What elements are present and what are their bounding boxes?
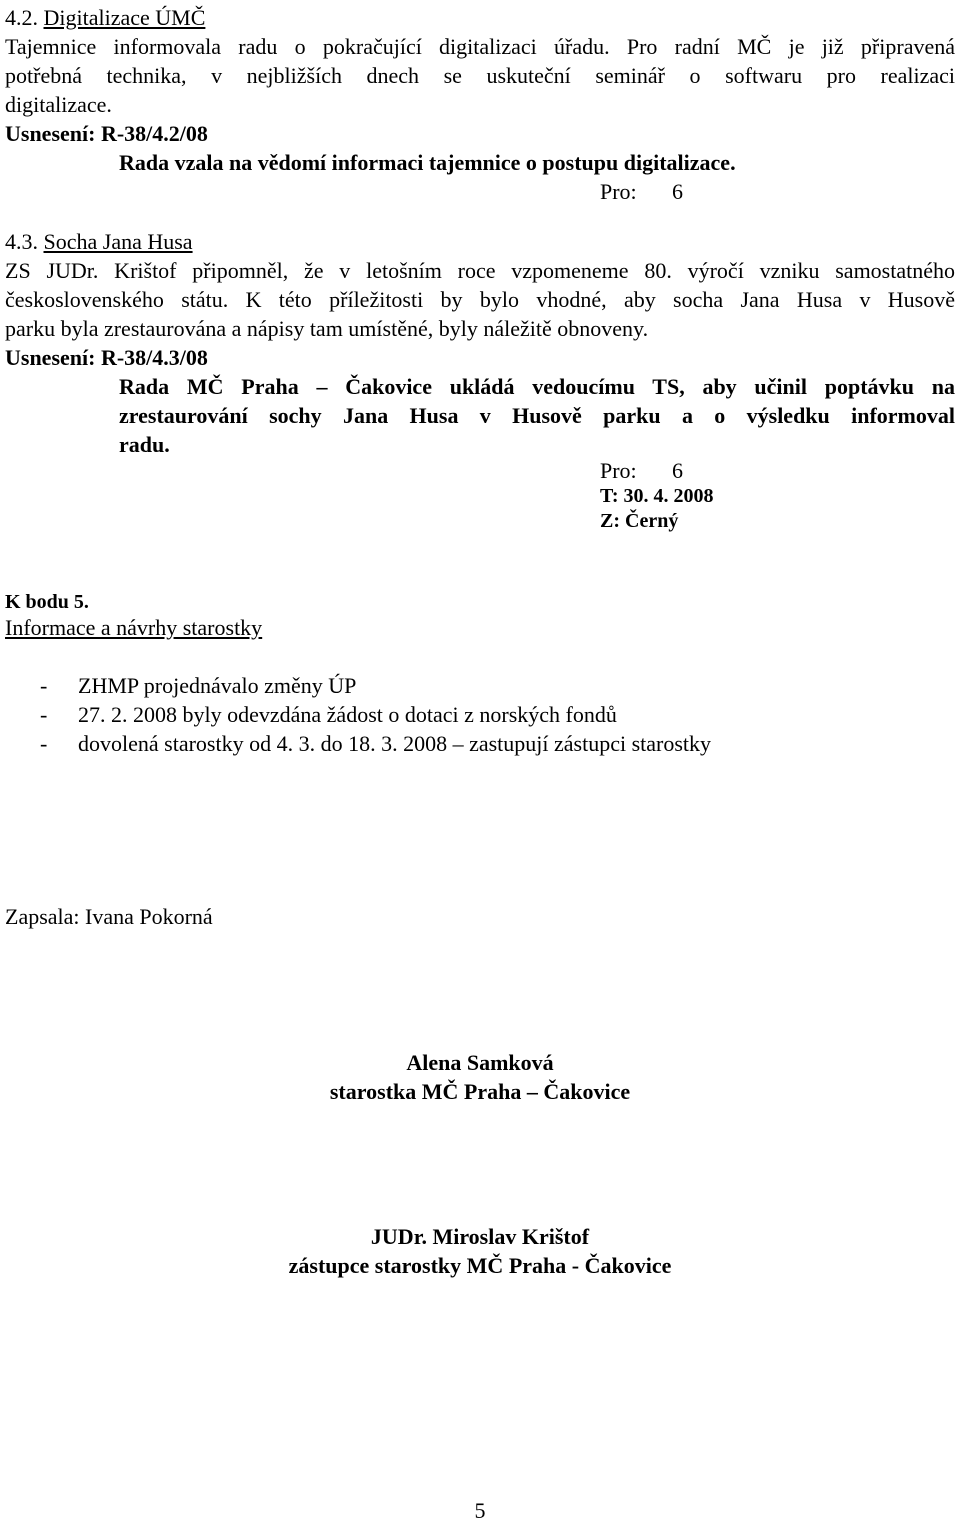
resolution-number: R-38/4.3/08 — [100, 345, 208, 370]
section-4-3-body-line: parku byla zrestaurována a nápisy tam umístěné, byly náležitě obnoveny. — [5, 316, 649, 341]
section-4-2-body-line: digitalizace. — [5, 92, 112, 117]
section-4-3-heading — [5, 228, 193, 256]
signature-name: Alena Samková — [406, 1050, 554, 1075]
section-4-2-title: Digitalizace ÚMČ — [43, 5, 206, 30]
section-4-3-resolution-line: radu. — [119, 432, 170, 457]
recorded-by: Zapsala: Ivana Pokorná — [5, 904, 213, 929]
section-4-3-resolution — [5, 344, 208, 372]
list-dash: - — [40, 731, 48, 756]
section-4-3-resolution-line: Rada MČ Praha – Čakovice ukládá vedoucímu TS, aby učinil poptávku na — [119, 374, 955, 399]
section-4-3-responsible: Z: Černý — [600, 510, 679, 532]
resolution-label: Usnesení: — [5, 121, 96, 146]
list-item: dovolená starostky od 4. 3. do 18. 3. 2008 – zastupují zástupci starostky — [78, 731, 712, 756]
section-4-3-resolution-line: zrestaurování sochy Jana Husa v Husově parku a o výsledku informoval — [119, 403, 955, 428]
vote-label: Pro: — [600, 179, 637, 204]
section-4-3-body-line: ZS JUDr. Krištof připomněl, že v letošním roce vzpomeneme 80. výročí vzniku samostatného — [5, 258, 955, 283]
section-4-2-heading — [5, 4, 205, 32]
vote-label: Pro: — [600, 458, 637, 483]
signature-role: zástupce starostky MČ Praha - Čakovice — [288, 1253, 672, 1278]
point-5-heading: K bodu 5. — [5, 591, 89, 613]
section-4-2-number: 4.2. — [5, 5, 38, 30]
section-4-2-body-line: Tajemnice informovala radu o pokračující digitalizaci úřadu. Pro radní MČ je již připravená — [5, 34, 955, 59]
signature-role: starostka MČ Praha – Čakovice — [329, 1079, 631, 1104]
signature-name: JUDr. Miroslav Krištof — [370, 1224, 590, 1249]
resolution-label: Usnesení: — [5, 345, 96, 370]
vote-value: 6 — [672, 458, 683, 483]
section-4-3-number: 4.3. — [5, 229, 38, 254]
list-item: ZHMP projednávalo změny ÚP — [78, 673, 357, 698]
list-item: 27. 2. 2008 byly odevzdána žádost o dotaci z norských fondů — [78, 702, 617, 727]
section-4-2-body-line: potřebná technika, v nejbližších dnech se uskuteční seminář o softwaru pro realizaci — [5, 63, 955, 88]
list-dash: - — [40, 702, 48, 727]
list-dash: - — [40, 673, 48, 698]
section-4-2-resolution-text: Rada vzala na vědomí informaci tajemnice o postupu digitalizace. — [119, 150, 736, 175]
section-4-3-deadline: T: 30. 4. 2008 — [600, 485, 714, 507]
section-4-3-body-line: československého státu. K této příležitosti by bylo vhodné, aby socha Jana Husa v Husově — [5, 287, 955, 312]
page-number: 5 — [474, 1498, 486, 1523]
vote-value: 6 — [672, 179, 683, 204]
section-4-3-title: Socha Jana Husa — [43, 229, 193, 254]
section-4-2-resolution — [5, 120, 208, 148]
point-5-title: Informace a návrhy starostky — [5, 615, 263, 640]
resolution-number: R-38/4.2/08 — [100, 121, 208, 146]
